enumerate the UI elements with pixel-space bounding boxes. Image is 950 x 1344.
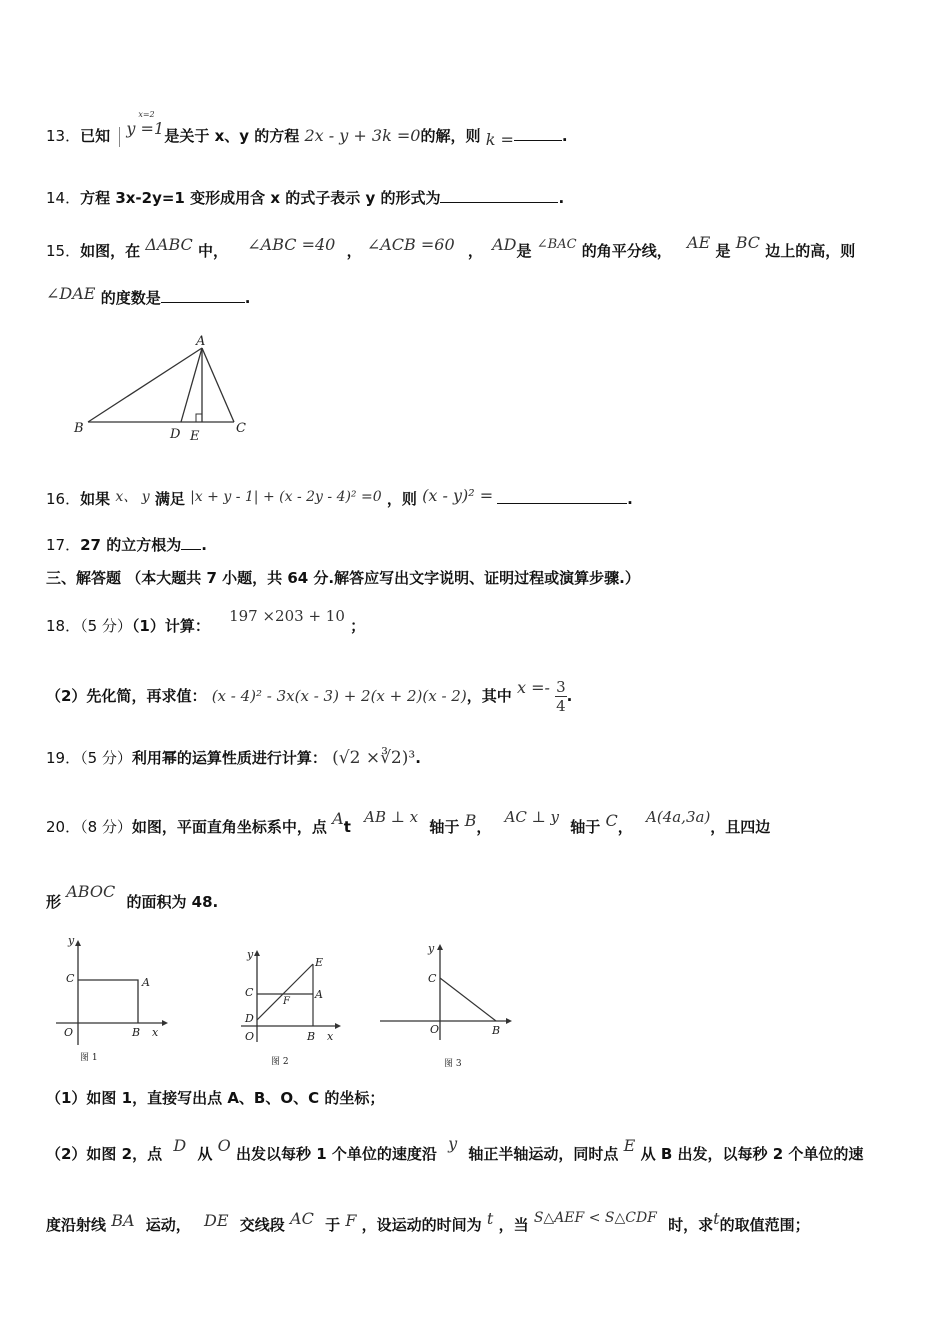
q15-text-5: 是 xyxy=(715,242,731,260)
q20-point-a: A xyxy=(332,809,344,828)
question-18-part-2 xyxy=(46,678,572,715)
q17-text: 27 的立方根为 xyxy=(80,536,182,554)
q15-angle-abc: ∠ABC =40 xyxy=(247,235,336,254)
q20-quadrilateral: ABOC xyxy=(66,882,116,901)
q20-time-t-2: t xyxy=(713,1209,720,1228)
q14-answer-blank xyxy=(440,188,558,203)
fig1-y-arrow xyxy=(75,940,81,946)
q16-number: 16． xyxy=(46,490,81,508)
q20-subpart-2 xyxy=(46,1134,863,1164)
q20-figure-3 xyxy=(378,930,518,1070)
q13-system-bottom: y =1 xyxy=(126,118,165,138)
q15-bc: BC xyxy=(735,233,761,252)
fig3-label-c: C xyxy=(428,972,437,985)
fig2-label-b: B xyxy=(307,1030,316,1043)
q20-subpart-1-text: （1）如图 1，直接写出点 A、B、O、C 的坐标； xyxy=(46,1089,385,1107)
q13-number: 13． xyxy=(46,127,81,145)
q18-number: 18． xyxy=(46,617,81,635)
q20-y-axis-label: y xyxy=(448,1134,458,1153)
q20-number: 20． xyxy=(46,818,81,836)
fig2-y-arrow xyxy=(254,950,260,956)
q18-x-value: x =- xyxy=(516,678,550,697)
q15-sep-2: ， xyxy=(467,242,483,260)
fig2-segment-de xyxy=(257,964,313,1020)
q15-side-ac xyxy=(202,348,234,422)
q15-answer-blank xyxy=(161,288,245,303)
q15-label-a: A xyxy=(196,334,206,349)
fig2-label-x: x xyxy=(327,1030,334,1043)
q20-point-e: E xyxy=(623,1136,636,1155)
q13-text-3: 的解，则 xyxy=(420,127,481,145)
fig2-label-a: A xyxy=(315,988,323,1001)
q20-ac-perp-y: AC ⊥ y xyxy=(504,808,560,826)
q20-sep: ， xyxy=(476,818,492,836)
q15-label-c: C xyxy=(236,421,246,436)
q13-equation: 2x - y + 3k =0 xyxy=(304,126,421,145)
q16-answer-blank xyxy=(497,489,627,504)
q13-system xyxy=(119,109,165,147)
q20-figure-1 xyxy=(50,930,180,1065)
fig2-label-d: D xyxy=(245,1012,254,1025)
q20-s2-text-a: （2）如图 2，点 xyxy=(46,1145,163,1163)
q15-right-angle-mark xyxy=(196,414,202,422)
q18-fraction-denominator: 4 xyxy=(556,697,566,715)
q20-s3-text-e: ，设运动的时间为 xyxy=(361,1216,482,1234)
q20-area-inequality: S△AEF < S△CDF xyxy=(533,1210,657,1226)
q20-line-de: DE xyxy=(204,1211,229,1230)
q20-score: （8 分） xyxy=(80,818,132,836)
q20-s2-text-b: 从 xyxy=(197,1145,213,1163)
q15-ad: AD xyxy=(492,235,517,254)
fig3-label-o: O xyxy=(430,1023,440,1036)
q13-system-top: x=2 xyxy=(138,109,155,119)
q20-s3-text-c: 交线段 xyxy=(239,1216,285,1234)
q18-semicolon: ； xyxy=(350,617,366,635)
q16-expression: (x - y)² = xyxy=(422,486,494,505)
fig3-segment-cb xyxy=(440,978,496,1021)
q13-text-1: 已知 xyxy=(80,127,111,145)
q13-answer-label: k = xyxy=(485,130,514,149)
q20-s3-text-g: 时，求 xyxy=(668,1216,714,1234)
q20-figure-2 xyxy=(235,930,355,1070)
q15-text-4: 的角平分线， xyxy=(581,242,672,260)
fig2-label-e: E xyxy=(315,956,324,969)
fig3-caption: 图 3 xyxy=(444,1059,462,1069)
section-3-text: 三、解答题 （本大题共 7 小题，共 64 分.解答应写出文字说明、证明过程或演算步骤.） xyxy=(46,569,640,587)
q20-s3-text-f: ，当 xyxy=(498,1216,529,1234)
q15-angle-bac: ∠BAC xyxy=(536,237,577,252)
q16-equation: |x + y - 1| + (x - 2y - 4)² =0 xyxy=(190,489,382,505)
question-16 xyxy=(46,486,633,509)
question-19 xyxy=(46,748,421,768)
q18-fraction-numerator: 3 xyxy=(556,678,566,696)
fig1-caption: 图 1 xyxy=(80,1053,98,1063)
q15-text-1: 如图，在 xyxy=(80,242,141,260)
q20-ray-ba: BA xyxy=(111,1211,135,1230)
q20-point-d: D xyxy=(173,1136,187,1155)
question-17 xyxy=(46,535,207,555)
q20-subpart-1 xyxy=(46,1088,384,1108)
q15-number: 15． xyxy=(46,242,81,260)
q20-s2-text-c: 出发以每秒 1 个单位的速度沿 xyxy=(236,1145,437,1163)
q15-triangle: ΔABC xyxy=(145,235,193,254)
q15-text-7: 的度数是 xyxy=(100,289,161,307)
q15-angle-dae: ∠DAE xyxy=(46,284,96,303)
q17-end: . xyxy=(201,536,207,554)
q20-s2-text-d: 轴正半轴运动，同时点 xyxy=(468,1145,619,1163)
q15-label-b: B xyxy=(74,421,84,436)
q20-subpart-2-line-2 xyxy=(46,1208,810,1235)
q18-end: . xyxy=(566,687,573,705)
q20-s3-text-h: 的取值范围； xyxy=(719,1216,810,1234)
q16-text-1: 如果 xyxy=(80,490,111,508)
q20-ab-perp-x: AB ⊥ x xyxy=(364,808,419,826)
q20-s3-text-a: 度沿射线 xyxy=(46,1216,107,1234)
q15-text-2: 中， xyxy=(197,242,228,260)
q15-side-ba xyxy=(88,348,202,422)
q20-time-t: t xyxy=(486,1209,494,1228)
q14-number: 14． xyxy=(46,189,81,207)
q18-part-2: （2）先化简，再求值： xyxy=(46,687,207,705)
q15-text-6: 边上的高，则 xyxy=(765,242,856,260)
q15-angle-acb: ∠ACB =60 xyxy=(366,235,455,254)
q13-text-2: 是关于 x、y 的方程 xyxy=(164,127,300,145)
fig2-label-c: C xyxy=(245,986,254,999)
q14-end: . xyxy=(558,189,565,207)
q19-text: 利用幂的运算性质进行计算： xyxy=(131,749,327,767)
question-15 xyxy=(46,233,855,261)
q20-coordinate-a: A(4a,3a) xyxy=(646,808,711,826)
q17-number: 17． xyxy=(46,536,81,554)
q20-segment-ac: AC xyxy=(290,1209,314,1228)
q16-text-2: 满足 xyxy=(154,490,185,508)
q18-score: （5 分） xyxy=(80,617,132,635)
question-13 xyxy=(46,109,568,150)
q14-text: 方程 3x-2y=1 变形成用含 x 的式子表示 y 的形式为 xyxy=(80,189,441,207)
fig2-label-f: F xyxy=(283,996,290,1007)
q20-text-7: 的面积为 48. xyxy=(126,893,219,911)
q20-point-b: B xyxy=(464,811,477,830)
q20-point-o: O xyxy=(217,1136,231,1155)
fig1-label-a: A xyxy=(142,976,150,989)
q20-s3-text-b: 运动， xyxy=(145,1216,191,1234)
q20-text-2: t xyxy=(343,818,351,836)
fig2-label-o: O xyxy=(245,1030,255,1043)
q20-s3-text-d: 于 xyxy=(325,1216,341,1234)
fig1-label-y: y xyxy=(68,934,75,947)
fig1-x-arrow xyxy=(162,1020,168,1026)
question-20-line-2 xyxy=(46,882,218,912)
q20-point-c: C xyxy=(605,811,618,830)
q20-text-3: 轴于 xyxy=(429,818,460,836)
q16-text-3: ，则 xyxy=(386,490,417,508)
fig1-label-x: x xyxy=(152,1026,159,1039)
question-18 xyxy=(46,606,365,636)
q20-s2-text-e: 从 B 出发，以每秒 2 个单位的速 xyxy=(640,1145,864,1163)
fig3-label-y: y xyxy=(428,942,435,955)
q20-text-6: 形 xyxy=(46,893,62,911)
q17-answer-blank xyxy=(181,535,201,550)
q18-text-2: ，其中 xyxy=(466,687,512,705)
q15-sep-1: ， xyxy=(346,242,362,260)
q20-sep-2: ， xyxy=(617,818,633,836)
q15-end: . xyxy=(244,289,251,307)
q19-score: （5 分） xyxy=(80,749,132,767)
q13-answer-blank xyxy=(514,126,562,141)
q19-number: 19． xyxy=(46,749,81,767)
fig1-label-o: O xyxy=(64,1026,74,1039)
fig2-label-y: y xyxy=(247,948,254,961)
fig2-caption: 图 2 xyxy=(271,1057,289,1067)
q18-expression-2: (x - 4)² - 3x(x - 3) + 2(x + 2)(x - 2) xyxy=(211,687,467,705)
q16-end: . xyxy=(627,490,633,508)
q20-text-4: 轴于 xyxy=(570,818,601,836)
fig3-y-arrow xyxy=(437,944,443,950)
q16-xy: x、 y xyxy=(115,489,150,505)
fig1-label-c: C xyxy=(66,972,75,985)
q15-text-3: 是 xyxy=(516,242,532,260)
section-3-heading xyxy=(46,568,640,588)
q20-point-f: F xyxy=(345,1211,357,1230)
q20-text-1: 如图，平面直角坐标系中，点 xyxy=(131,818,327,836)
fig1-label-b: B xyxy=(132,1026,141,1039)
q18-part-1: （1）计算： xyxy=(131,617,210,635)
q19-expression: (√2 ×∛2)³ xyxy=(332,748,416,768)
q13-end: . xyxy=(561,127,568,145)
q15-triangle-figure xyxy=(70,330,260,445)
fig3-x-arrow xyxy=(506,1018,512,1024)
q15-label-e: E xyxy=(190,429,200,444)
question-15-line-2 xyxy=(46,284,250,308)
fig2-x-arrow xyxy=(335,1023,341,1029)
q15-ae: AE xyxy=(687,233,711,252)
q15-label-d: D xyxy=(170,427,181,442)
question-14 xyxy=(46,188,564,208)
q19-end: . xyxy=(415,749,421,767)
q18-expression-1: 197 ×203 + 10 xyxy=(229,607,345,625)
fig1-rectangle xyxy=(78,980,138,1023)
q18-fraction xyxy=(555,678,567,715)
question-20 xyxy=(46,807,770,837)
fig3-label-b: B xyxy=(492,1024,501,1037)
q20-text-5: ，且四边 xyxy=(710,818,771,836)
